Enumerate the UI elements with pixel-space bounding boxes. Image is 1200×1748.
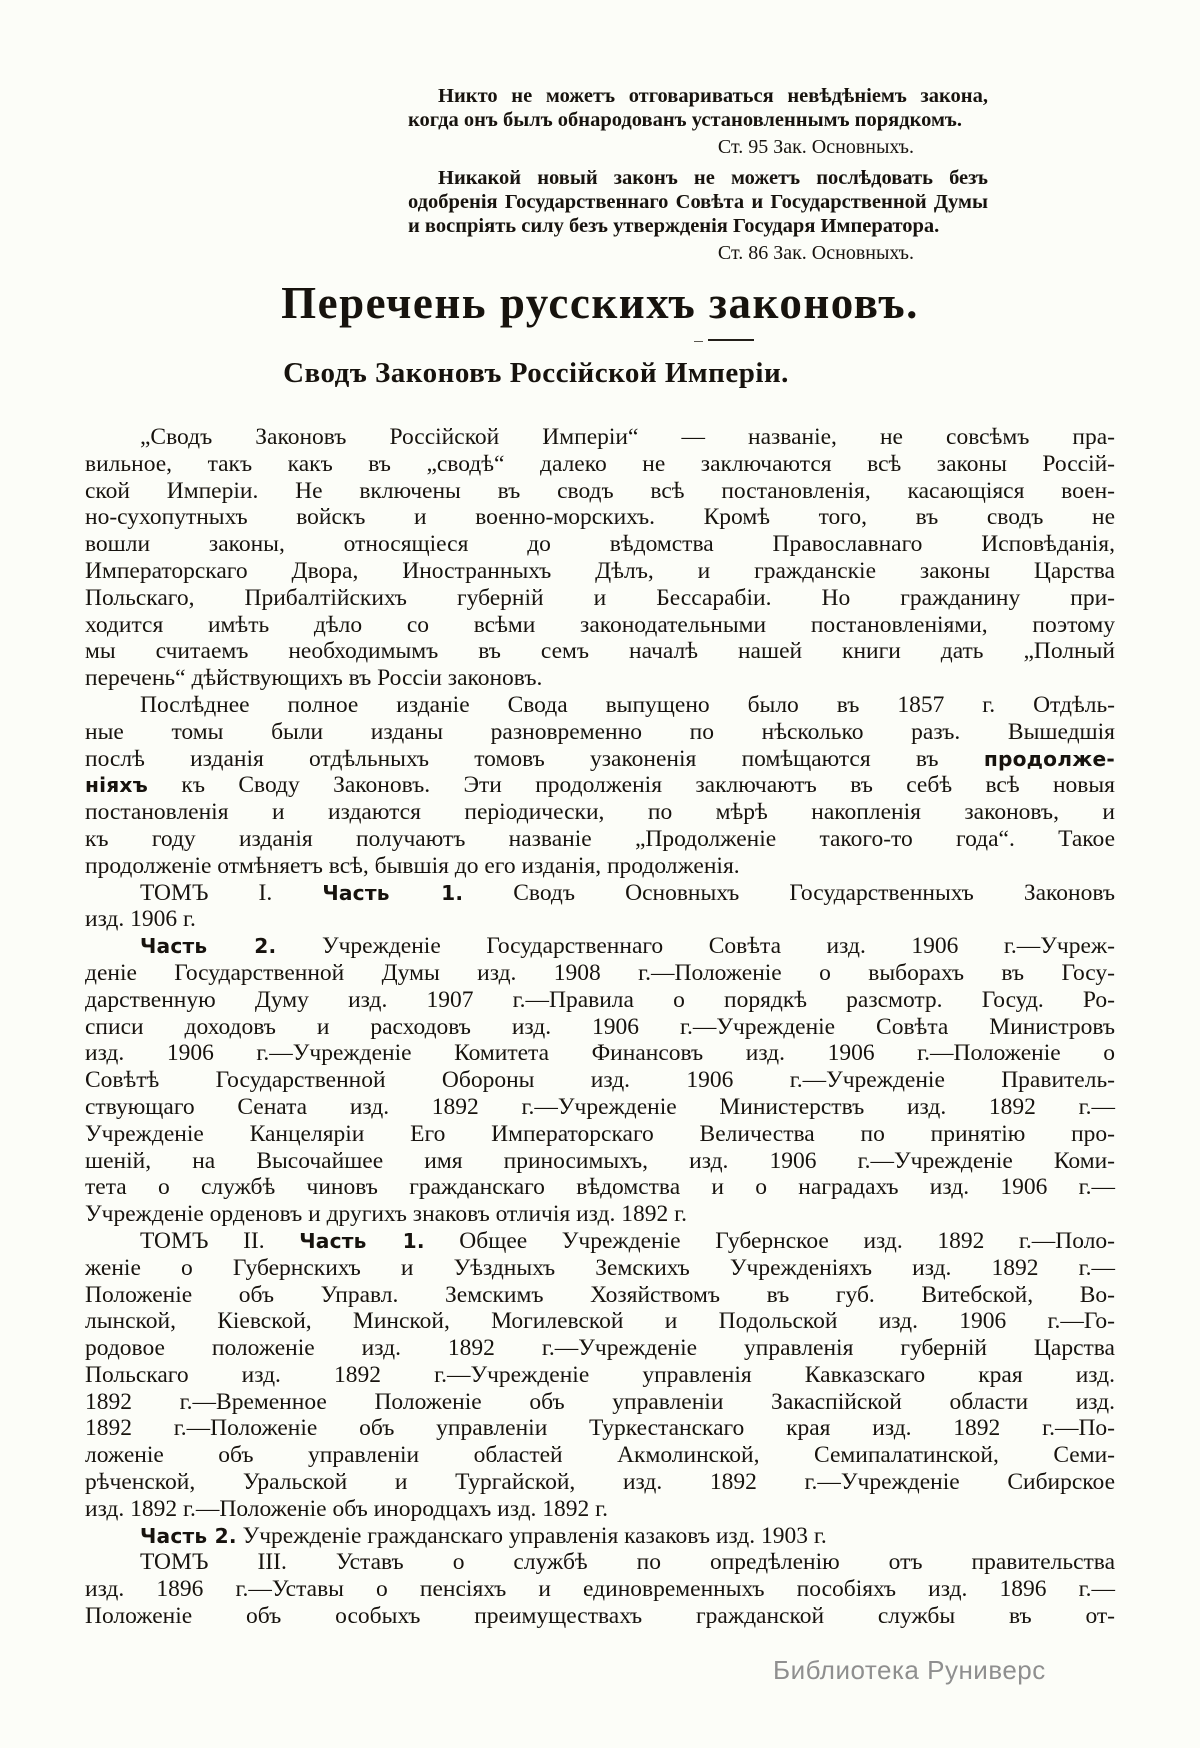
text-run: Учрежденіе орденовъ и другихъ знаковъ отличія изд. 1892 г. [85,1201,687,1228]
text-run: ТОМЪ II. [140,1227,300,1254]
text-run: ствующаго Сената изд. 1892 г.—Учрежденіе Министерствъ изд. 1892 г.— [85,1093,1115,1120]
body-line [85,1415,1115,1442]
text-run: шеній, на Высочайшее имя приносимыхъ, изд. 1906 г.—Учрежденіе Коми- [85,1147,1115,1174]
text-run: Польскаго, Прибалтійскихъ губерній и Бессарабіи. Но гражданину при- [85,584,1115,611]
body-line [85,826,1115,853]
bold-term: Часть 1. [322,880,464,905]
text-run: послѣ изданія отдѣльныхъ томовъ узаконенія помѣщаются въ [85,745,984,772]
text-run: Положеніе объ Управл. Земскимъ Хозяйствомъ въ губ. Витебской, Во- [85,1281,1115,1308]
paragraph [85,424,1115,692]
epigraph-quote [408,166,988,265]
body-line [85,1389,1115,1416]
text-run: Положеніе объ особыхъ преимуществахъ гражданской службы въ от- [85,1603,1115,1630]
body-line [85,1362,1115,1389]
paragraph [85,1228,1115,1523]
body-line [85,1040,1115,1067]
text-run: изд. 1892 г.—Положеніе объ инородцахъ изд. 1892 г. [85,1495,609,1522]
body-line [85,1282,1115,1309]
epigraph-attribution: Ст. 95 Зак. Основныхъ. [717,136,914,158]
body-line [85,1148,1115,1175]
text-run: ской Имперіи. Не включены въ сводъ всѣ постановленія, касающіяся воен- [85,477,1115,504]
epigraph [408,84,988,265]
text-run: тета о службѣ чиновъ гражданскаго вѣдомства и о наградахъ изд. 1906 г.— [85,1174,1115,1201]
body-line [85,933,1115,960]
body-line [85,1442,1115,1469]
body-text [85,424,1115,1630]
page-title: Перечень русскихъ законовъ. [281,278,919,328]
text-run: мы считаемъ необходимымъ въ семъ началѣ нашей книги дать „Полный [85,638,1115,665]
text-run: 1892 г.—Временное Положеніе объ управленіи Закаспійской области изд. [85,1388,1115,1415]
text-run: изд. 1896 г.—Уставы о пенсіяхъ и единовременныхъ пособіяхъ изд. 1896 г.— [85,1576,1115,1603]
body-line [85,478,1115,505]
body-line [85,906,1115,933]
text-run: Польскаго изд. 1892 г.—Учрежденіе управленія Кавказскаго края изд. [85,1361,1115,1388]
body-line [85,585,1115,612]
text-run: Императорскаго Двора, Иностранныхъ Дѣлъ, и гражданскіе законы Царства [85,557,1115,584]
text-run: ные томы были изданы разновременно по нѣсколько разъ. Вышедшія [85,718,1115,745]
epigraph-line: Никакой новый законъ не можетъ послѣдовать безъ [438,167,988,189]
body-line [85,1549,1115,1576]
text-run: изд. 1906 г. [85,906,196,933]
body-line [85,1121,1115,1148]
text-run: изд. 1906 г.—Учрежденіе Комитета Финансовъ изд. 1906 г.—Положеніе о [85,1040,1115,1067]
paragraph [85,933,1115,1228]
body-line [85,1067,1115,1094]
text-run: вошли законы, относящіеся до вѣдомства Православнаго Исповѣданія, [85,531,1115,558]
body-line [85,451,1115,478]
text-run: къ Своду Законовъ. Эти продолженія заключаютъ въ себѣ всѣ новыя [148,772,1115,799]
body-line [85,987,1115,1014]
epigraph-line: одобренія Государственнаго Совѣта и Государственной Думы [408,191,988,213]
text-run: рѣченской, Уральской и Тургайской, изд. 1892 г.—Учрежденіе Сибирское [85,1469,1115,1496]
body-line [85,1201,1115,1228]
text-run: деніе Государственной Думы изд. 1908 г.—Положеніе о выборахъ въ Госу- [85,959,1115,986]
text-run: Учрежденіе Государственнаго Совѣта изд. 1906 г.—Учреж- [276,933,1115,960]
body-line [85,1174,1115,1201]
body-line [85,719,1115,746]
body-line [85,504,1115,531]
text-run: вильное, такъ какъ въ „сводѣ“ далеко не заключаются всѣ законы Россій- [85,450,1115,477]
epigraph-line: и воспріять силу безъ утвержденія Государя Императора. [408,215,940,237]
body-line [85,1469,1115,1496]
text-run: Послѣднее полное изданіе Свода выпущено было въ 1857 г. Отдѣль- [140,691,1115,718]
body-line [85,799,1115,826]
bold-term: Часть 2. [140,1523,237,1548]
body-line [85,960,1115,987]
text-run: дарственную Думу изд. 1907 г.—Правила о порядкѣ разсмотр. Госуд. Ро- [85,986,1115,1013]
paragraph [85,1523,1115,1550]
text-run: Общее Учрежденіе Губернское изд. 1892 г.—Поло- [424,1227,1116,1254]
body-line [85,1335,1115,1362]
text-run: Учрежденіе гражданскаго управленія казаковъ изд. 1903 г. [236,1522,827,1549]
body-line [85,665,1115,692]
text-run: лынской, Кіевской, Минской, Могилевской и Подольской изд. 1906 г.—Го- [85,1308,1115,1335]
body-line [85,772,1115,799]
epigraph-attribution: Ст. 86 Зак. Основныхъ. [717,242,914,264]
library-watermark: Библиотека Руниверс [773,1655,1046,1685]
body-line [85,880,1115,907]
body-line [85,853,1115,880]
paragraph [85,1549,1115,1629]
paragraph [85,692,1115,880]
text-run: продолженіе отмѣняетъ всѣ, бывшія до его изданія, продолженія. [85,852,740,879]
text-run: 1892 г.—Положеніе объ управленіи Туркестанскаго края изд. 1892 г.—По- [85,1415,1115,1442]
body-line [85,1255,1115,1282]
text-run: родовое положеніе изд. 1892 г.—Учрежденіе управленія губерній Царства [85,1335,1115,1362]
text-run: Совѣтѣ Государственной Обороны изд. 1906 г.—Учрежденіе Правитель- [85,1067,1115,1094]
body-line [85,638,1115,665]
body-line [85,1496,1115,1523]
text-run: ложеніе объ управленіи областей Акмолинской, Семипалатинской, Семи- [85,1442,1115,1469]
body-line [85,1094,1115,1121]
bold-term: продолже- [983,746,1115,771]
text-run: ходится имѣть дѣло со всѣми законодательными постановленіями, поэтому [85,611,1115,638]
body-line [85,531,1115,558]
body-line [85,424,1115,451]
body-line [85,1603,1115,1630]
text-run: перечень“ дѣйствующихъ въ Россіи законовъ. [85,665,543,692]
section-heading: Сводъ Законовъ Россійской Имперіи. [283,357,789,389]
text-run: женіе о Губернскихъ и Уѣздныхъ Земскихъ Учрежденіяхъ изд. 1892 г.— [85,1254,1115,1281]
paragraph [85,880,1115,934]
epigraph-line: Никто не можетъ отговариваться невѣдѣніемъ закона, [438,85,988,107]
body-line [85,1308,1115,1335]
bold-term: Часть 1. [299,1228,425,1253]
body-line [85,1228,1115,1255]
body-line [85,1014,1115,1041]
ornament-rule [694,338,754,343]
text-run: постановленія и издаются періодически, по мѣрѣ накопленія законовъ, и [85,799,1115,826]
text-run: списи доходовъ и расходовъ изд. 1906 г.—Учрежденіе Совѣта Министровъ [85,1013,1115,1040]
body-line [85,1576,1115,1603]
text-run: но-сухопутныхъ войскъ и военно-морскихъ. Кромѣ того, въ сводъ не [85,504,1115,531]
text-run: Сводъ Основныхъ Государственныхъ Законовъ [463,879,1115,906]
bold-term: ніяхъ [85,773,149,798]
epigraph-line: когда онъ былъ обнародованъ установленнымъ порядкомъ. [408,109,963,131]
body-line [85,1523,1115,1550]
text-run: „Сводъ Законовъ Россійской Имперіи“ — названіе, не совсѣмъ пра- [140,424,1115,450]
text-run: къ году изданія получаютъ названіе „Продолженіе такого-то года“. Такое [85,825,1115,852]
body-line [85,558,1115,585]
body-line [85,746,1115,773]
text-run: ТОМЪ III. Уставъ о службѣ по опредѣленію отъ правительства [140,1549,1115,1576]
bold-term: Часть 2. [140,934,277,959]
text-run: Учрежденіе Канцеляріи Его Императорскаго Величества по принятію про- [85,1120,1115,1147]
body-line [85,692,1115,719]
body-line [85,612,1115,639]
epigraph-quote [408,84,988,159]
text-run: ТОМЪ I. [140,879,323,906]
